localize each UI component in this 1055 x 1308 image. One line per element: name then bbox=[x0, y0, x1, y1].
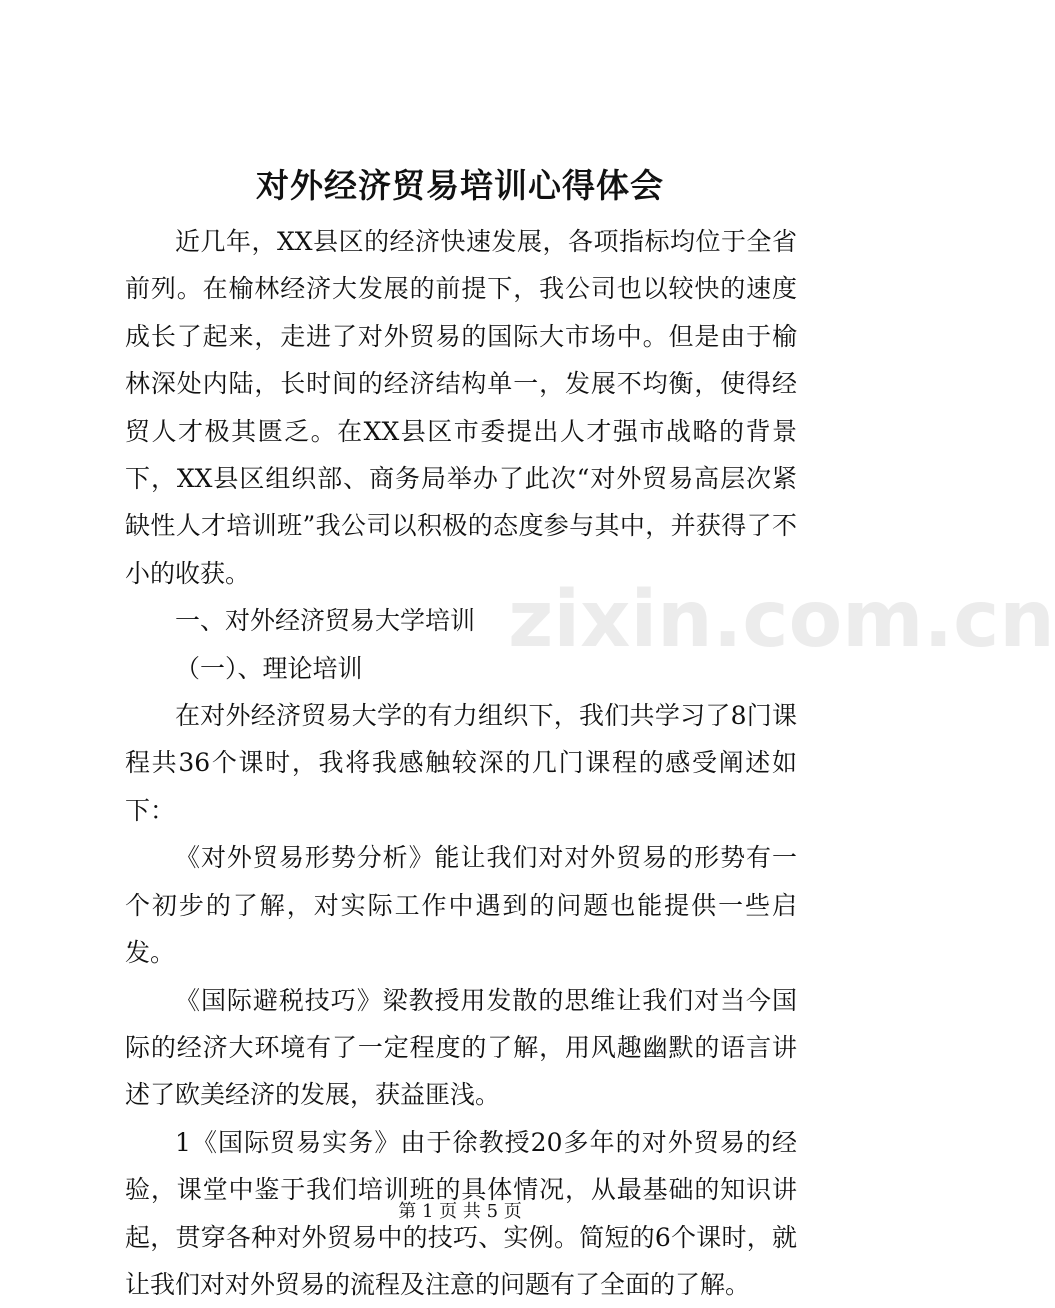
paragraph-tax-avoidance: 《国际避税技巧》梁教授用发散的思维让我们对当今国际的经济大环境有了一定程度的了解，用风趣幽默的语言讲述了欧美经济的发展，获益匪浅。 bbox=[125, 985, 797, 1110]
document-title: 对外经济贸易培训心得体会 bbox=[256, 166, 664, 205]
paragraph-courses: 在对外经济贸易大学的有力组织下，我们共学习了8门课程共36个课时，我将我感触较深的几门课程的感受阐述如下： bbox=[125, 701, 797, 825]
paragraph-trade-analysis: 《对外贸易形势分析》能让我们对对外贸易的形势有一个初步的了解，对实际工作中遇到的问题也能提供一些启发。 bbox=[125, 843, 797, 968]
paragraph-trade-practice: 1《国际贸易实务》由于徐教授20多年的对外贸易的经验，课堂中鉴于我们培训班的具体情况，从最基础的知识讲起，贯穿各种对外贸易中的技巧、实例。简短的6个课时，就让我们对对外贸易的流程及注意的问题有了全面的了解。 bbox=[125, 1127, 797, 1299]
paragraph-intro: 近几年，XX县区的经济快速发展，各项指标均位于全省前列。在榆林经济大发展的前提下，我公司也以较快的速度成长了起来，走进了对外贸易的国际大市场中。但是由于榆林深处内陆，长时间的经济结构单一，发展不均衡，使得经贸人才极其匮乏。在XX县区市委提出人才强市战略的背景下，XX县区组织部、商务局举办了此次“对外贸易高层次紧缺性人才培训班”我公司以积极的态度参与其中，并获得了不小的收获。 bbox=[125, 227, 797, 588]
section-heading: 一、对外经济贸易大学培训 bbox=[175, 606, 476, 636]
subsection-heading: （一）、理论培训 bbox=[175, 653, 363, 683]
watermark: zixin.com.cn bbox=[508, 575, 1055, 665]
document-body bbox=[125, 218, 797, 1308]
page-footer: 第 1 页 共 5 页 bbox=[398, 1201, 522, 1222]
